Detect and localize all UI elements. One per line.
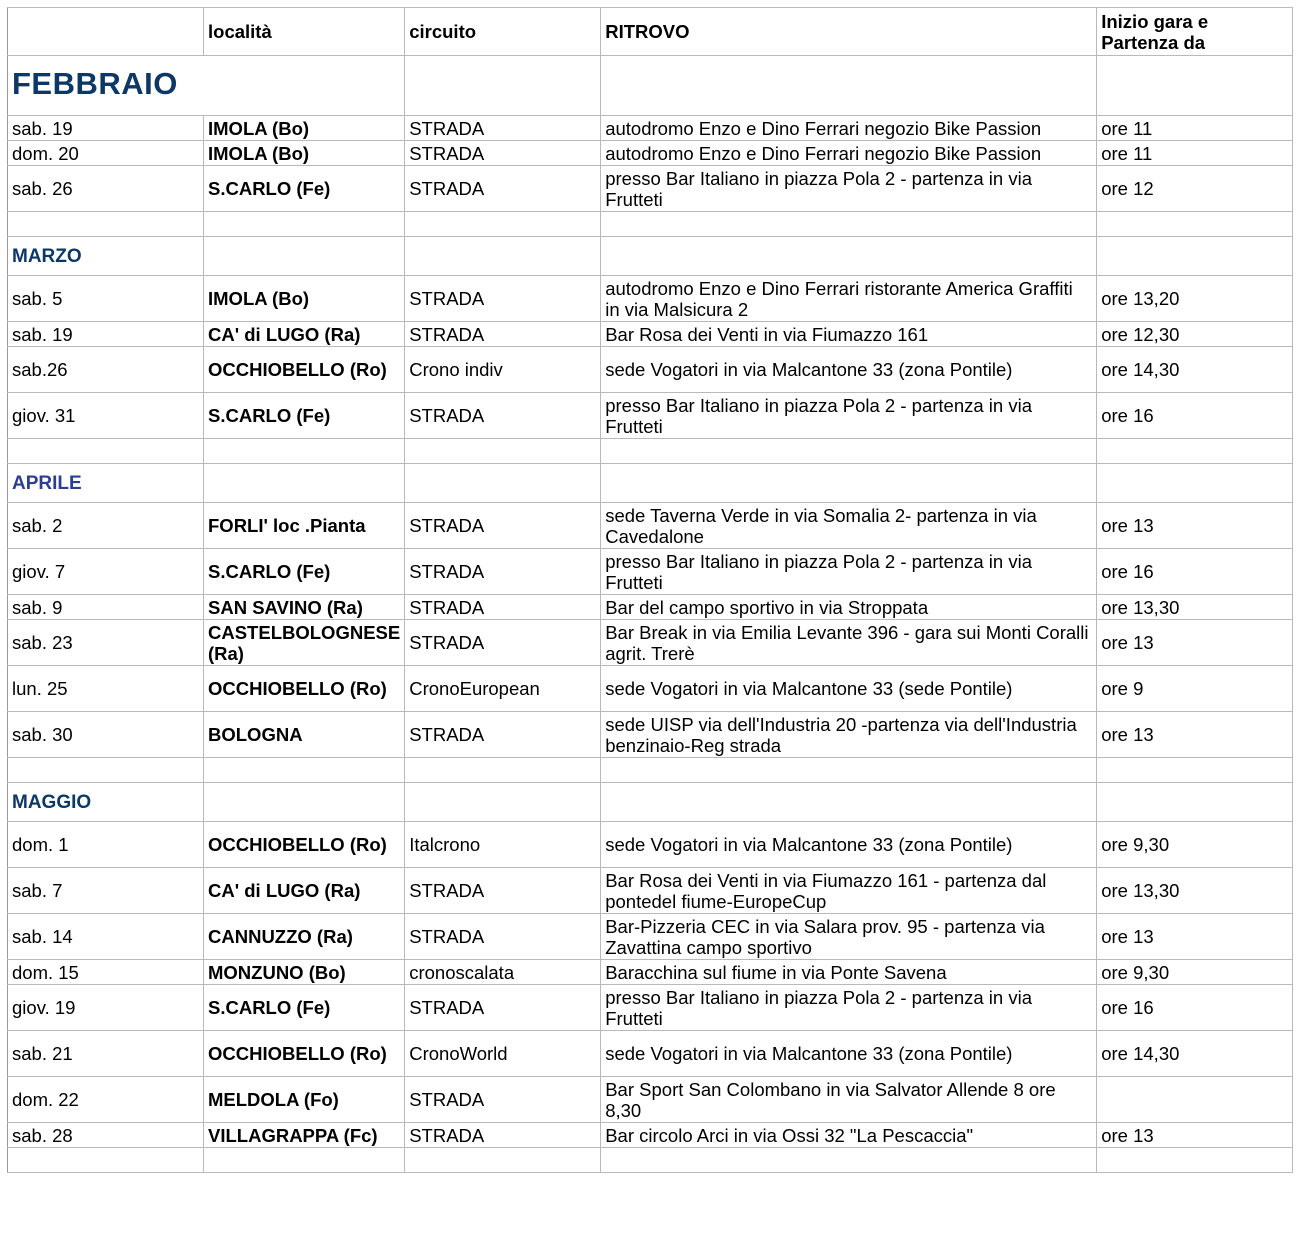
ritrovo-cell[interactable]: Bar Rosa dei Venti in via Fiumazzo 161: [601, 322, 1097, 347]
localita-cell[interactable]: S.CARLO (Fe): [204, 166, 405, 212]
circuito-cell[interactable]: STRADA: [405, 166, 601, 212]
date-cell[interactable]: sab. 2: [8, 503, 204, 549]
ritrovo-cell[interactable]: Baracchina sul fiume in via Ponte Savena: [601, 960, 1097, 985]
ritrovo-cell[interactable]: sede Vogatori in via Malcantone 33 (zona Pontile): [601, 1031, 1097, 1077]
table-row: [8, 914, 1293, 960]
header-cell-circuito[interactable]: circuito: [405, 8, 601, 56]
date-cell[interactable]: sab. 30: [8, 712, 204, 758]
empty-cell[interactable]: [405, 56, 601, 116]
empty-cell[interactable]: [601, 758, 1097, 783]
empty-cell[interactable]: [601, 464, 1097, 503]
circuito-cell[interactable]: STRADA: [405, 712, 601, 758]
circuito-cell[interactable]: STRADA: [405, 141, 601, 166]
localita-cell[interactable]: FORLI' loc .Pianta: [204, 503, 405, 549]
circuito-cell[interactable]: CronoWorld: [405, 1031, 601, 1077]
table-row: [8, 393, 1293, 439]
date-cell[interactable]: lun. 25: [8, 666, 204, 712]
ritrovo-cell[interactable]: presso Bar Italiano in piazza Pola 2 - partenza in via Frutteti: [601, 549, 1097, 595]
circuito-cell[interactable]: STRADA: [405, 985, 601, 1031]
empty-cell[interactable]: [204, 212, 405, 237]
table-row: [8, 985, 1293, 1031]
date-cell[interactable]: dom. 20: [8, 141, 204, 166]
empty-cell[interactable]: [8, 1148, 204, 1173]
spacer-row: [8, 758, 1293, 783]
month-name-cell[interactable]: [8, 237, 204, 276]
empty-cell[interactable]: [8, 212, 204, 237]
table-row: [8, 1077, 1293, 1123]
empty-cell[interactable]: [1097, 56, 1293, 116]
table-row: [8, 712, 1293, 758]
date-cell[interactable]: giov. 7: [8, 549, 204, 595]
header-row: [8, 8, 1293, 56]
empty-cell[interactable]: [1097, 212, 1293, 237]
table-row: [8, 822, 1293, 868]
month-row: [8, 237, 1293, 276]
table-row: [8, 549, 1293, 595]
circuito-cell[interactable]: STRADA: [405, 868, 601, 914]
circuito-cell[interactable]: STRADA: [405, 503, 601, 549]
ora-cell[interactable]: ore 12,30: [1097, 322, 1293, 347]
localita-cell[interactable]: CA' di LUGO (Ra): [204, 868, 405, 914]
month-name-cell[interactable]: [8, 464, 204, 503]
circuito-cell[interactable]: cronoscalata: [405, 960, 601, 985]
circuito-cell[interactable]: STRADA: [405, 620, 601, 666]
table-row: [8, 503, 1293, 549]
localita-cell[interactable]: OCCHIOBELLO (Ro): [204, 347, 405, 393]
empty-cell[interactable]: [405, 758, 601, 783]
localita-cell[interactable]: S.CARLO (Fe): [204, 393, 405, 439]
localita-cell[interactable]: S.CARLO (Fe): [204, 985, 405, 1031]
date-cell[interactable]: sab.26: [8, 347, 204, 393]
date-cell[interactable]: sab. 19: [8, 322, 204, 347]
empty-cell[interactable]: [405, 237, 601, 276]
date-cell[interactable]: dom. 22: [8, 1077, 204, 1123]
ritrovo-cell[interactable]: sede Taverna Verde in via Somalia 2- partenza in via Cavedalone: [601, 503, 1097, 549]
ritrovo-cell[interactable]: Bar Rosa dei Venti in via Fiumazzo 161 - partenza dal pontedel fiume-EuropeCup: [601, 868, 1097, 914]
month-title: MARZO: [12, 246, 82, 267]
empty-cell[interactable]: [601, 783, 1097, 822]
empty-cell[interactable]: [405, 212, 601, 237]
ritrovo-cell[interactable]: Bar circolo Arci in via Ossi 32 "La Pescaccia": [601, 1123, 1097, 1148]
header-cell-localita[interactable]: località: [204, 8, 405, 56]
circuito-cell[interactable]: STRADA: [405, 1123, 601, 1148]
localita-cell[interactable]: VILLAGRAPPA (Fc): [204, 1123, 405, 1148]
ora-cell[interactable]: ore 13: [1097, 503, 1293, 549]
month-title: FEBBRAIO: [12, 66, 178, 101]
empty-cell[interactable]: [8, 439, 204, 464]
empty-cell[interactable]: [8, 758, 204, 783]
circuito-cell[interactable]: STRADA: [405, 914, 601, 960]
table-row: [8, 116, 1293, 141]
empty-cell[interactable]: [1097, 758, 1293, 783]
table-row: [8, 276, 1293, 322]
ora-cell[interactable]: ore 16: [1097, 549, 1293, 595]
month-name-cell[interactable]: [8, 56, 405, 116]
localita-cell[interactable]: SAN SAVINO (Ra): [204, 595, 405, 620]
table-row: [8, 960, 1293, 985]
empty-cell[interactable]: [1097, 237, 1293, 276]
empty-cell[interactable]: [405, 783, 601, 822]
circuito-cell[interactable]: Crono indiv: [405, 347, 601, 393]
circuito-cell[interactable]: STRADA: [405, 393, 601, 439]
race-calendar-table: [7, 7, 1293, 1173]
date-cell[interactable]: sab. 7: [8, 868, 204, 914]
localita-cell[interactable]: CASTELBOLOGNESE (Ra): [204, 620, 405, 666]
spacer-row: [8, 439, 1293, 464]
empty-cell[interactable]: [204, 464, 405, 503]
table-row: [8, 868, 1293, 914]
ritrovo-cell[interactable]: autodromo Enzo e Dino Ferrari negozio Bike Passion: [601, 141, 1097, 166]
ora-cell[interactable]: ore 13: [1097, 712, 1293, 758]
date-cell[interactable]: sab. 9: [8, 595, 204, 620]
date-cell[interactable]: sab. 26: [8, 166, 204, 212]
empty-cell[interactable]: [1097, 464, 1293, 503]
date-cell[interactable]: dom. 1: [8, 822, 204, 868]
empty-cell[interactable]: [601, 212, 1097, 237]
spacer-row: [8, 1148, 1293, 1173]
ora-cell[interactable]: ore 13: [1097, 914, 1293, 960]
localita-cell[interactable]: S.CARLO (Fe): [204, 549, 405, 595]
ora-cell[interactable]: ore 13: [1097, 1123, 1293, 1148]
empty-cell[interactable]: [405, 464, 601, 503]
table-row: [8, 347, 1293, 393]
date-cell[interactable]: dom. 15: [8, 960, 204, 985]
table-row: [8, 1031, 1293, 1077]
header-cell-inizio[interactable]: Inizio gara e Partenza da: [1097, 8, 1293, 56]
localita-cell[interactable]: MELDOLA (Fo): [204, 1077, 405, 1123]
header-cell-ritrovo[interactable]: RITROVO: [601, 8, 1097, 56]
ritrovo-cell[interactable]: Bar Sport San Colombano in via Salvator Allende 8 ore 8,30: [601, 1077, 1097, 1123]
ora-cell[interactable]: ore 16: [1097, 393, 1293, 439]
circuito-cell[interactable]: STRADA: [405, 322, 601, 347]
ora-cell[interactable]: ore 11: [1097, 141, 1293, 166]
empty-cell[interactable]: [1097, 439, 1293, 464]
month-row: [8, 56, 1293, 116]
table-row: [8, 620, 1293, 666]
circuito-cell[interactable]: STRADA: [405, 116, 601, 141]
circuito-cell[interactable]: STRADA: [405, 549, 601, 595]
ora-cell[interactable]: ore 13,30: [1097, 595, 1293, 620]
ora-cell[interactable]: ore 14,30: [1097, 347, 1293, 393]
circuito-cell[interactable]: CronoEuropean: [405, 666, 601, 712]
ritrovo-cell[interactable]: sede Vogatori in via Malcantone 33 (zona Pontile): [601, 822, 1097, 868]
table-row: [8, 1123, 1293, 1148]
localita-cell[interactable]: CANNUZZO (Ra): [204, 914, 405, 960]
month-title: MAGGIO: [12, 792, 92, 813]
empty-cell[interactable]: [204, 783, 405, 822]
ritrovo-cell[interactable]: sede UISP via dell'Industria 20 -partenza via dell'Industria benzinaio-Reg strada: [601, 712, 1097, 758]
ora-cell[interactable]: ore 12: [1097, 166, 1293, 212]
table-row: [8, 322, 1293, 347]
localita-cell[interactable]: IMOLA (Bo): [204, 276, 405, 322]
empty-cell[interactable]: [601, 439, 1097, 464]
empty-cell[interactable]: [601, 1148, 1097, 1173]
ora-cell[interactable]: ore 11: [1097, 116, 1293, 141]
ora-cell[interactable]: ore 9: [1097, 666, 1293, 712]
empty-cell[interactable]: [204, 237, 405, 276]
month-row: [8, 464, 1293, 503]
table-row: [8, 141, 1293, 166]
empty-cell[interactable]: [601, 237, 1097, 276]
localita-cell[interactable]: CA' di LUGO (Ra): [204, 322, 405, 347]
ritrovo-cell[interactable]: Bar del campo sportivo in via Stroppata: [601, 595, 1097, 620]
ritrovo-cell[interactable]: sede Vogatori in via Malcantone 33 (sede Pontile): [601, 666, 1097, 712]
month-row: [8, 783, 1293, 822]
empty-cell[interactable]: [204, 1148, 405, 1173]
empty-cell[interactable]: [601, 56, 1097, 116]
ora-cell[interactable]: ore 16: [1097, 985, 1293, 1031]
table-row: [8, 166, 1293, 212]
localita-cell[interactable]: MONZUNO (Bo): [204, 960, 405, 985]
date-cell[interactable]: sab. 5: [8, 276, 204, 322]
empty-cell[interactable]: [405, 439, 601, 464]
ora-cell[interactable]: ore 14,30: [1097, 1031, 1293, 1077]
empty-cell[interactable]: [204, 439, 405, 464]
date-cell[interactable]: sab. 19: [8, 116, 204, 141]
date-cell[interactable]: giov. 19: [8, 985, 204, 1031]
empty-cell[interactable]: [1097, 1148, 1293, 1173]
ritrovo-cell[interactable]: Bar-Pizzeria CEC in via Salara prov. 95 - partenza via Zavattina campo sportivo: [601, 914, 1097, 960]
empty-cell[interactable]: [204, 758, 405, 783]
date-cell[interactable]: sab. 23: [8, 620, 204, 666]
ritrovo-cell[interactable]: autodromo Enzo e Dino Ferrari negozio Bike Passion: [601, 116, 1097, 141]
localita-cell[interactable]: IMOLA (Bo): [204, 116, 405, 141]
header-cell-date[interactable]: [8, 8, 204, 56]
ritrovo-cell[interactable]: presso Bar Italiano in piazza Pola 2 - partenza in via Frutteti: [601, 985, 1097, 1031]
table-row: [8, 595, 1293, 620]
date-cell[interactable]: giov. 31: [8, 393, 204, 439]
ora-cell[interactable]: [1097, 1077, 1293, 1123]
table-row: [8, 666, 1293, 712]
circuito-cell[interactable]: STRADA: [405, 1077, 601, 1123]
ora-cell[interactable]: ore 13,30: [1097, 868, 1293, 914]
ora-cell[interactable]: ore 9,30: [1097, 822, 1293, 868]
ora-cell[interactable]: ore 13,20: [1097, 276, 1293, 322]
localita-cell[interactable]: BOLOGNA: [204, 712, 405, 758]
localita-cell[interactable]: OCCHIOBELLO (Ro): [204, 666, 405, 712]
date-cell[interactable]: sab. 21: [8, 1031, 204, 1077]
ora-cell[interactable]: ore 9,30: [1097, 960, 1293, 985]
ritrovo-cell[interactable]: sede Vogatori in via Malcantone 33 (zona Pontile): [601, 347, 1097, 393]
date-cell[interactable]: sab. 28: [8, 1123, 204, 1148]
empty-cell[interactable]: [1097, 783, 1293, 822]
ritrovo-cell[interactable]: autodromo Enzo e Dino Ferrari ristorante America Graffiti in via Malsicura 2: [601, 276, 1097, 322]
localita-cell[interactable]: IMOLA (Bo): [204, 141, 405, 166]
month-name-cell[interactable]: [8, 783, 204, 822]
ritrovo-cell[interactable]: presso Bar Italiano in piazza Pola 2 - partenza in via Frutteti: [601, 166, 1097, 212]
localita-cell[interactable]: OCCHIOBELLO (Ro): [204, 1031, 405, 1077]
empty-cell[interactable]: [405, 1148, 601, 1173]
ora-cell[interactable]: ore 13: [1097, 620, 1293, 666]
circuito-cell[interactable]: STRADA: [405, 276, 601, 322]
date-cell[interactable]: sab. 14: [8, 914, 204, 960]
circuito-cell[interactable]: Italcrono: [405, 822, 601, 868]
ritrovo-cell[interactable]: Bar Break in via Emilia Levante 396 - gara sui Monti Coralli agrit. Trerè: [601, 620, 1097, 666]
circuito-cell[interactable]: STRADA: [405, 595, 601, 620]
ritrovo-cell[interactable]: presso Bar Italiano in piazza Pola 2 - partenza in via Frutteti: [601, 393, 1097, 439]
month-title: APRILE: [12, 473, 82, 494]
spacer-row: [8, 212, 1293, 237]
localita-cell[interactable]: OCCHIOBELLO (Ro): [204, 822, 405, 868]
